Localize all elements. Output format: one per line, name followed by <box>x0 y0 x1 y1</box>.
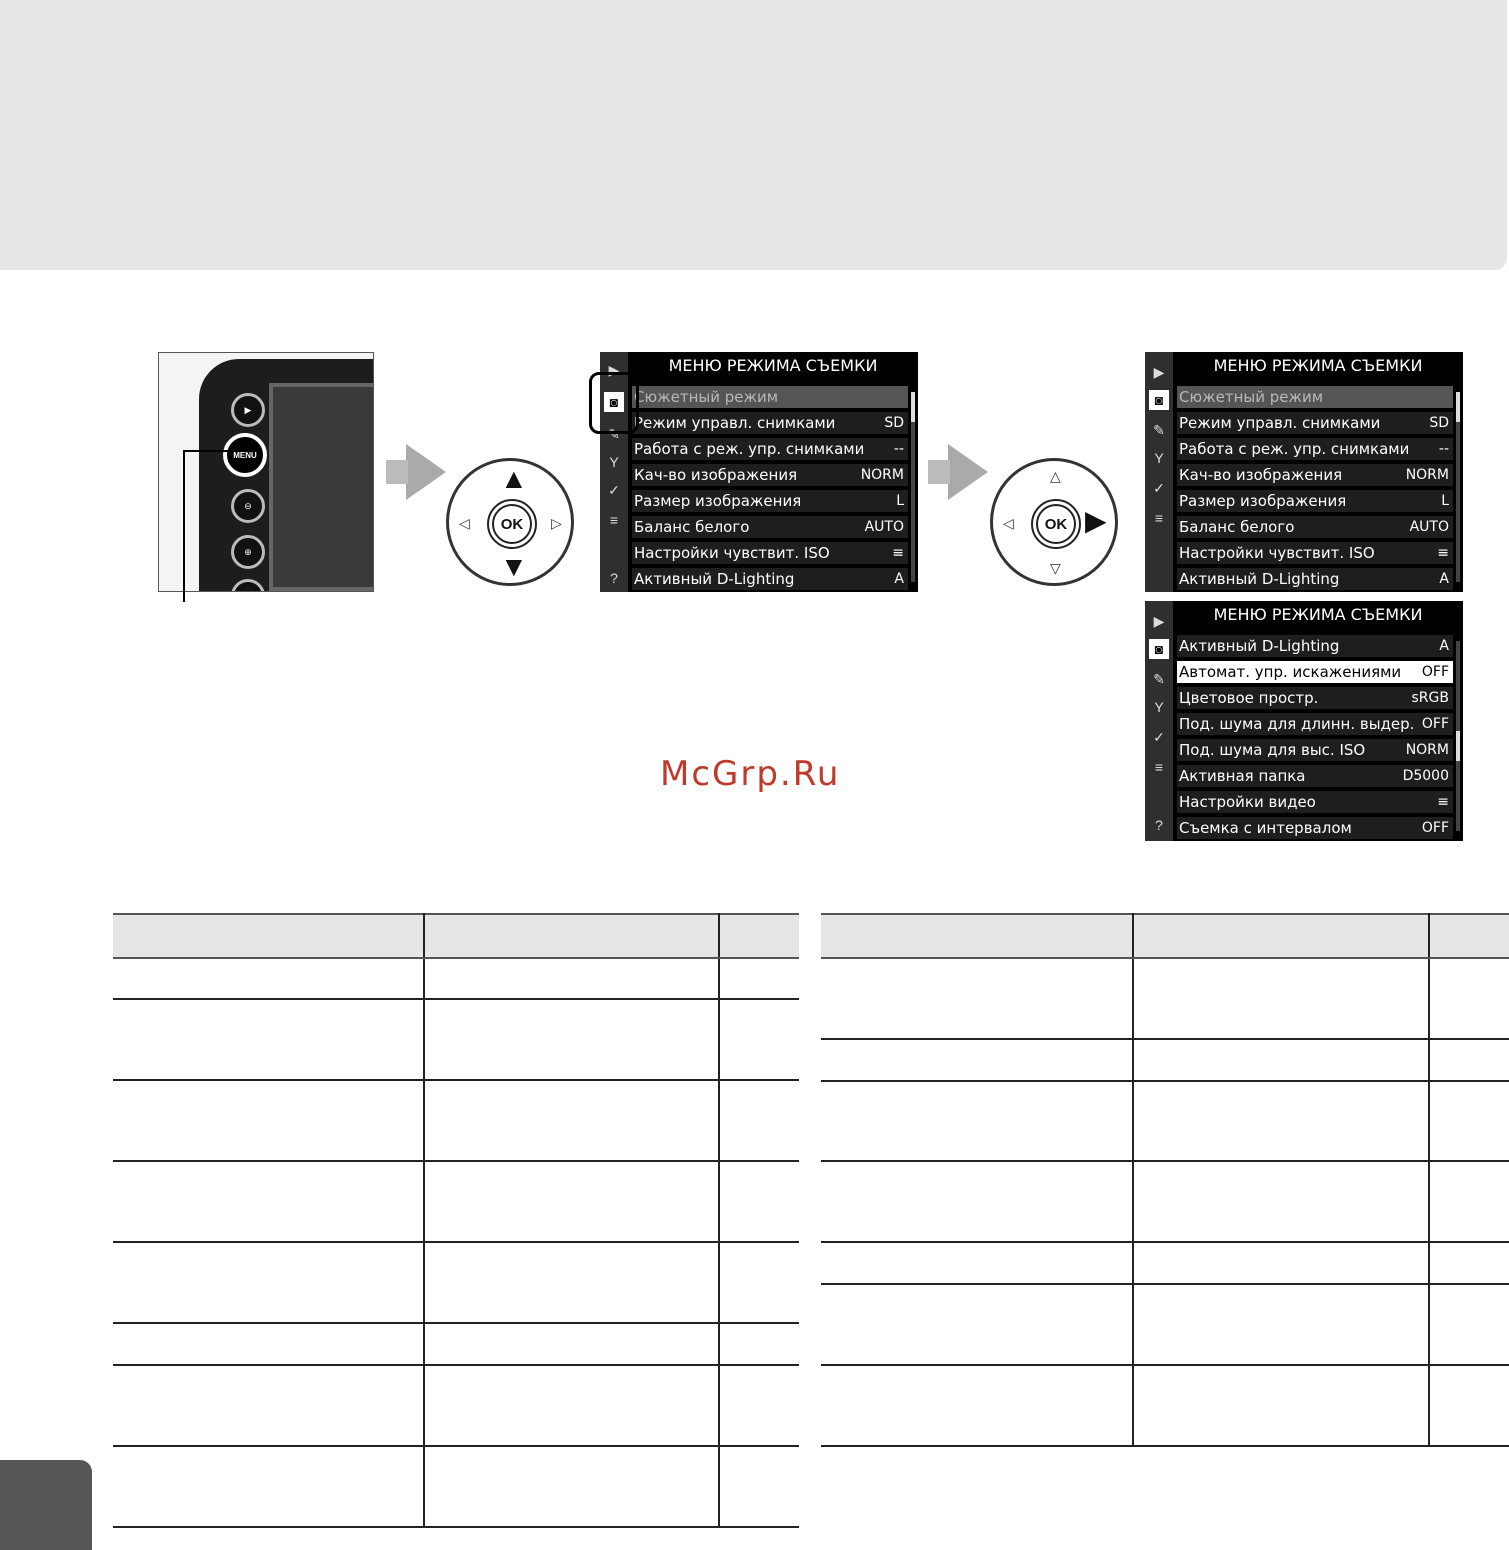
table-cell <box>1429 1365 1509 1446</box>
table-cell <box>719 958 799 999</box>
table-cell <box>1429 958 1509 1039</box>
table-cell <box>1429 1039 1509 1081</box>
table-cell <box>719 1446 799 1527</box>
menu-item <box>1177 516 1453 538</box>
table-cell <box>719 999 799 1080</box>
table-header-cell <box>1133 914 1429 958</box>
recent-icon: ≡ <box>609 512 619 528</box>
menu-item-label: Под. шума для выс. ISO <box>1179 741 1366 759</box>
menu-title: МЕНЮ РЕЖИМА СЪЕМКИ <box>668 356 878 375</box>
table-cell <box>424 958 719 999</box>
table-cell <box>1429 1161 1509 1242</box>
zoom-in-button: ⊕ <box>231 535 265 569</box>
step-arrow-1-icon <box>406 444 446 500</box>
table-cell <box>821 1081 1133 1161</box>
table-cell <box>113 1080 424 1161</box>
ok-ring <box>487 499 537 549</box>
table-header-cell <box>719 914 799 958</box>
menu-item-value: A <box>894 571 904 587</box>
menu-item <box>1177 490 1453 512</box>
table-cell <box>1133 958 1429 1039</box>
scrollbar <box>911 392 915 582</box>
menu-item <box>1177 568 1453 590</box>
right-arrow-icon: ▶ <box>1085 505 1107 536</box>
table-header-row <box>113 914 799 958</box>
menu-item-label: Автомат. упр. искажениями <box>1179 663 1402 681</box>
ok-button: OK <box>492 504 532 544</box>
table-row <box>821 1161 1509 1242</box>
menu-item <box>1177 765 1453 787</box>
menu-item <box>632 542 908 564</box>
menu-item-label: Активный D-Lighting <box>634 570 795 588</box>
table-cell <box>113 1446 424 1527</box>
shooting-menu-screen-2 <box>1145 352 1463 592</box>
table-cell <box>821 958 1133 1039</box>
menu-item-value: NORM <box>860 467 904 483</box>
table-row <box>821 1365 1509 1446</box>
table-cell <box>1133 1242 1429 1284</box>
menu-item-label: Режим управл. снимками <box>634 414 836 432</box>
menu-item-value: ≡ <box>892 545 904 561</box>
menu-item-value: A <box>1439 571 1449 587</box>
table-row <box>821 1242 1509 1284</box>
ok-button: OK <box>1036 504 1076 544</box>
menu-item-value: SD <box>884 415 904 431</box>
menu-button <box>223 433 267 477</box>
ok-ring <box>1031 499 1081 549</box>
menu-item-value: -- <box>893 441 904 457</box>
menu-item <box>632 490 908 512</box>
table-cell <box>113 1242 424 1323</box>
menu-item <box>632 568 908 590</box>
menu-title: МЕНЮ РЕЖИМА СЪЕМКИ <box>1213 356 1423 375</box>
menu-item <box>1177 542 1453 564</box>
watermark: McGrp.Ru <box>660 754 841 794</box>
menu-item-label: Баланс белого <box>634 518 750 536</box>
scrollbar-thumb <box>911 392 915 422</box>
left-arrow-icon: ◁ <box>459 515 470 531</box>
scrollbar-thumb <box>1456 392 1460 422</box>
multi-selector-right <box>990 458 1118 586</box>
menu-item-label: Активный D-Lighting <box>1179 570 1340 588</box>
menu-item-value: -- <box>1438 441 1449 457</box>
menu-item-value: OFF <box>1421 716 1449 732</box>
pencil-icon: ✎ <box>608 425 620 442</box>
table-row <box>113 1080 799 1161</box>
menu-item-label: Работа с реж. упр. снимками <box>634 440 865 458</box>
menu-item-value: D5000 <box>1402 768 1449 784</box>
menu-item-value: AUTO <box>1409 519 1449 535</box>
table-cell <box>821 1284 1133 1365</box>
table-row <box>113 1365 799 1446</box>
recent-icon: ≡ <box>1154 510 1164 526</box>
up-arrow-icon: ▲ <box>500 463 528 494</box>
table-cell <box>113 1365 424 1446</box>
down-arrow-icon: ▽ <box>1050 560 1061 576</box>
menu-item-value: L <box>1441 493 1449 509</box>
thumbnail-button: ⊖ <box>231 489 265 523</box>
table-header-cell <box>821 914 1133 958</box>
menu-item <box>1177 713 1453 735</box>
wrench-icon: Y <box>609 454 619 470</box>
table-cell <box>719 1365 799 1446</box>
camera-icon: ◙ <box>1149 639 1169 659</box>
table-cell <box>1429 1284 1509 1365</box>
menu-item <box>1177 386 1453 408</box>
table-row <box>821 1039 1509 1081</box>
pencil-icon: ✎ <box>1153 670 1165 687</box>
table-cell <box>1133 1284 1429 1365</box>
focus-ring-highlight <box>589 372 639 434</box>
retouch-icon: ✓ <box>1153 479 1165 496</box>
pencil-icon: ✎ <box>1153 421 1165 438</box>
scrollbar <box>1456 641 1460 831</box>
table-cell <box>1429 1242 1509 1284</box>
table-row <box>821 1284 1509 1365</box>
table-cell <box>424 1446 719 1527</box>
scrollbar-thumb <box>1456 731 1460 761</box>
step-arrow-2-icon <box>948 444 988 500</box>
table-cell <box>113 1323 424 1365</box>
table-cell <box>1429 1081 1509 1161</box>
menu-item <box>632 438 908 460</box>
menu-item-value: A <box>1439 638 1449 654</box>
camera-icon: ◙ <box>604 392 624 412</box>
table-cell <box>424 1161 719 1242</box>
play-icon: ▶ <box>608 361 620 378</box>
menu-item <box>1177 817 1453 839</box>
menu-item <box>1177 739 1453 761</box>
table-row <box>113 999 799 1080</box>
table-cell <box>1133 1365 1429 1446</box>
table-cell <box>719 1323 799 1365</box>
menu-item-value: NORM <box>1405 742 1449 758</box>
table-row <box>821 1081 1509 1161</box>
table-row <box>113 1242 799 1323</box>
shooting-menu-screen-1 <box>600 352 918 592</box>
camera-icon: ◙ <box>1149 390 1169 410</box>
menu-item-value: OFF <box>1421 820 1449 836</box>
menu-item <box>1177 464 1453 486</box>
camera-back-illustration <box>158 352 374 592</box>
menu-title: МЕНЮ РЕЖИМА СЪЕМКИ <box>1213 605 1423 624</box>
table-cell <box>113 958 424 999</box>
menu-item-value: L <box>896 493 904 509</box>
table-cell <box>719 1242 799 1323</box>
menu-item-label: Цветовое простр. <box>1179 689 1319 707</box>
table-cell <box>719 1161 799 1242</box>
playback-button: ▶ <box>231 393 265 427</box>
menu-item <box>1177 635 1453 657</box>
scrollbar <box>1456 392 1460 582</box>
table-cell <box>424 1365 719 1446</box>
menu-item-label: Баланс белого <box>1179 518 1295 536</box>
menu-item-label: Режим управл. снимками <box>1179 414 1381 432</box>
table-cell <box>821 1242 1133 1284</box>
retouch-icon: ✓ <box>608 481 620 498</box>
menu-item-label: Сюжетный режим <box>1179 388 1324 406</box>
menu-tabs <box>1145 352 1173 592</box>
menu-item-label: Кач-во изображения <box>1179 466 1343 484</box>
multi-selector-up-down <box>446 458 574 586</box>
menu-tabs <box>1145 601 1173 841</box>
menu-item-label: Настройки чувствит. ISO <box>634 544 830 562</box>
help-icon: ? <box>610 570 618 586</box>
menu-item-label: Работа с реж. упр. снимками <box>1179 440 1410 458</box>
table-cell <box>424 999 719 1080</box>
retouch-icon: ✓ <box>1153 728 1165 745</box>
menu-button-label: MENU <box>233 450 257 460</box>
menu-item-label: Активная папка <box>1179 767 1306 785</box>
menu-item <box>632 464 908 486</box>
table-cell <box>113 1161 424 1242</box>
menu-item-value: NORM <box>1405 467 1449 483</box>
table-header-cell <box>113 914 424 958</box>
menu-item <box>1177 687 1453 709</box>
table-row <box>113 1446 799 1527</box>
settings-table-right <box>821 913 1509 1447</box>
table-cell <box>424 1242 719 1323</box>
table-cell <box>821 1161 1133 1242</box>
menu-item-label: Настройки видео <box>1179 793 1316 811</box>
menu-item <box>1177 412 1453 434</box>
menu-item-label: Размер изображения <box>634 492 802 510</box>
menu-item-label: Активный D-Lighting <box>1179 637 1340 655</box>
menu-item-value: ≡ <box>1437 545 1449 561</box>
play-icon: ▶ <box>1153 363 1165 380</box>
menu-item-value: SD <box>1429 415 1449 431</box>
menu-item <box>632 386 908 408</box>
menu-item-value: sRGB <box>1411 690 1449 706</box>
table-row <box>821 958 1509 1039</box>
header-band <box>0 0 1507 270</box>
table-cell <box>821 1039 1133 1081</box>
table-row <box>113 958 799 999</box>
menu-item <box>1177 438 1453 460</box>
table-row <box>113 1161 799 1242</box>
callout-line-horizontal <box>183 450 228 452</box>
up-arrow-icon: △ <box>1050 468 1061 484</box>
table-cell <box>424 1323 719 1365</box>
menu-item <box>1177 661 1453 683</box>
help-icon: ? <box>1155 817 1163 833</box>
table-cell <box>1133 1039 1429 1081</box>
menu-item <box>632 516 908 538</box>
menu-item <box>1177 791 1453 813</box>
table-cell <box>719 1080 799 1161</box>
table-cell <box>1133 1161 1429 1242</box>
table-cell <box>821 1365 1133 1446</box>
menu-item <box>632 412 908 434</box>
callout-line <box>183 450 185 602</box>
play-icon: ▶ <box>1153 612 1165 629</box>
menu-item-value: ≡ <box>1437 794 1449 810</box>
menu-item-label: Кач-во изображения <box>634 466 798 484</box>
right-arrow-icon: ▷ <box>551 515 562 531</box>
table-cell <box>424 1080 719 1161</box>
settings-table-left <box>113 913 799 1528</box>
menu-item-value: AUTO <box>864 519 904 535</box>
menu-item-label: Съемка с интервалом <box>1179 819 1352 837</box>
table-header-cell <box>1429 914 1509 958</box>
menu-item-label: Настройки чувствит. ISO <box>1179 544 1375 562</box>
wrench-icon: Y <box>1154 699 1164 715</box>
table-header-row <box>821 914 1509 958</box>
table-cell <box>1133 1081 1429 1161</box>
shooting-menu-screen-3 <box>1145 601 1463 841</box>
menu-item-label: Сюжетный режим <box>634 388 779 406</box>
menu-item-value: OFF <box>1421 664 1449 680</box>
wrench-icon: Y <box>1154 450 1164 466</box>
recent-icon: ≡ <box>1154 759 1164 775</box>
table-header-cell <box>424 914 719 958</box>
table-cell <box>113 999 424 1080</box>
left-arrow-icon: ◁ <box>1003 515 1014 531</box>
menu-item-label: Под. шума для длинн. выдер. <box>1179 715 1415 733</box>
menu-item-label: Размер изображения <box>1179 492 1347 510</box>
table-row <box>113 1323 799 1365</box>
camera-monitor <box>269 383 374 591</box>
down-arrow-icon: ▼ <box>500 551 528 582</box>
chapter-side-tab <box>0 1460 92 1550</box>
